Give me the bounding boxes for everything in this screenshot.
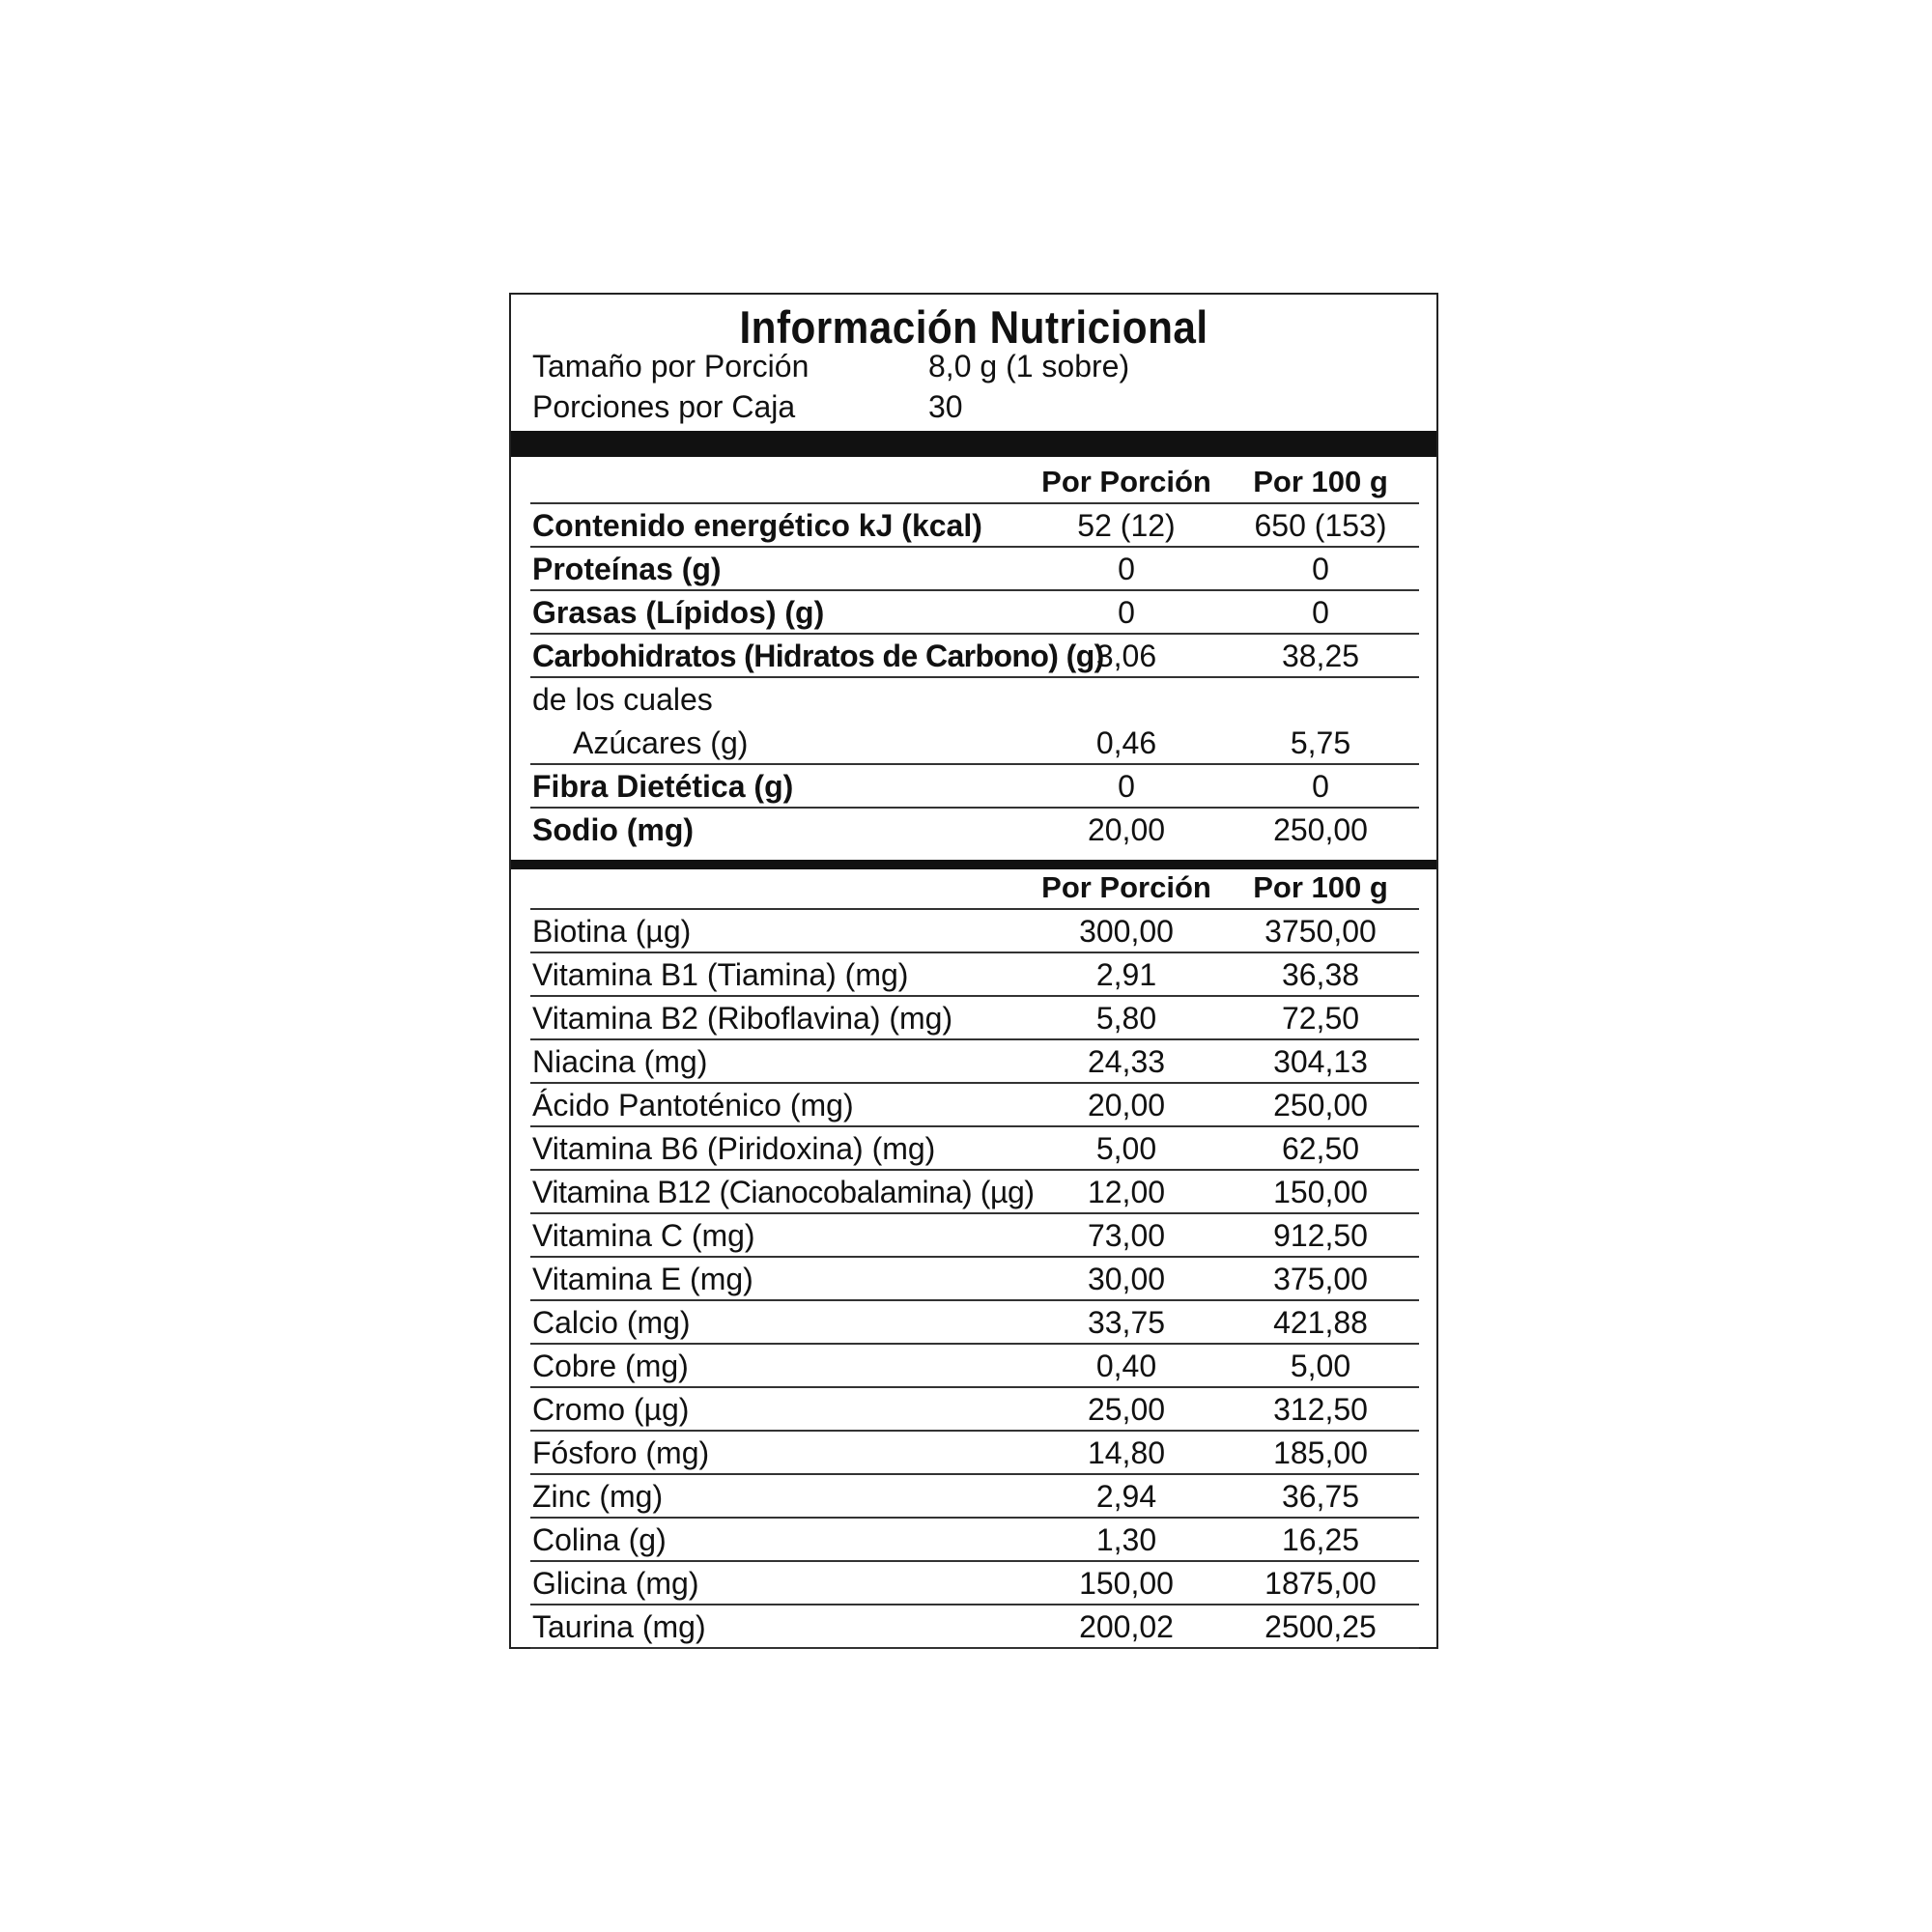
servings-per-box-label: Porciones por Caja xyxy=(532,389,796,424)
nutrient-name: Contenido energético kJ (kcal) xyxy=(532,508,982,543)
per-100g-value: 0 xyxy=(1312,552,1329,586)
nutrient-name: Grasas (Lípidos) (g) xyxy=(532,595,825,630)
table-row xyxy=(530,635,1419,678)
table-row xyxy=(530,1084,1419,1127)
nutrient-name: Vitamina B2 (Riboflavina) (mg) xyxy=(532,1001,953,1036)
per-serving-value: 25,00 xyxy=(1087,1392,1166,1427)
per-serving-value: 12,00 xyxy=(1087,1175,1166,1209)
nutrient-name: Carbohidratos (Hidratos de Carbono) (g) xyxy=(532,639,1104,673)
per-100g-value: 312,50 xyxy=(1273,1392,1368,1427)
per-100g-value: 185,00 xyxy=(1273,1435,1368,1470)
table-row xyxy=(530,1127,1419,1171)
per-100g-value: 304,13 xyxy=(1273,1044,1368,1079)
table-row xyxy=(530,809,1419,852)
nutrient-name: Niacina (mg) xyxy=(532,1044,708,1079)
table-row xyxy=(530,953,1419,997)
per-100g-value: 0 xyxy=(1312,769,1329,804)
per-serving-value: 2,91 xyxy=(1095,957,1157,992)
per-serving-value: 5,00 xyxy=(1095,1131,1157,1166)
nutrient-group-label: de los cuales xyxy=(532,682,713,717)
per-100g-value: 375,00 xyxy=(1273,1262,1368,1296)
per-100g-value: 36,38 xyxy=(1281,957,1360,992)
per-100g-value: 36,75 xyxy=(1281,1479,1360,1514)
per-serving-value: 0,40 xyxy=(1095,1349,1157,1383)
per-serving-value: 300,00 xyxy=(1079,914,1174,949)
table-row xyxy=(530,1562,1419,1605)
per-100g-value: 2500,25 xyxy=(1264,1609,1377,1644)
per-serving-value: 24,33 xyxy=(1087,1044,1166,1079)
nutrient-name: Sodio (mg) xyxy=(532,812,695,847)
label-title: Información Nutricional xyxy=(739,301,1208,353)
table-row xyxy=(530,910,1419,953)
nutrient-name: Biotina (µg) xyxy=(532,914,692,949)
table-row xyxy=(530,591,1419,635)
per-100g-value: 912,50 xyxy=(1273,1218,1368,1253)
per-100g-value: 421,88 xyxy=(1273,1305,1368,1340)
per-serving-value: 0 xyxy=(1118,595,1135,630)
per-serving-value: 1,30 xyxy=(1095,1522,1157,1557)
nutrient-name: Zinc (mg) xyxy=(532,1479,664,1514)
per-serving-value: 14,80 xyxy=(1087,1435,1166,1470)
table-row xyxy=(530,1432,1419,1475)
header-per-100g: Por 100 g xyxy=(1253,465,1388,498)
table-row xyxy=(530,1345,1419,1388)
nutrient-name: Fósforo (mg) xyxy=(532,1435,710,1470)
per-100g-value: 16,25 xyxy=(1281,1522,1360,1557)
per-100g-value: 150,00 xyxy=(1273,1175,1368,1209)
per-100g-value: 38,25 xyxy=(1281,639,1360,673)
table-row xyxy=(530,548,1419,591)
nutrient-name: Fibra Dietética (g) xyxy=(532,769,794,804)
per-100g-value: 650 (153) xyxy=(1254,508,1387,543)
per-serving-value: 20,00 xyxy=(1087,812,1166,847)
nutrient-name: Cromo (µg) xyxy=(532,1392,690,1427)
header-per-serving: Por Porción xyxy=(1041,465,1211,498)
per-serving-value: 73,00 xyxy=(1087,1218,1166,1253)
serving-size-label: Tamaño por Porción xyxy=(532,349,810,384)
per-serving-value: 30,00 xyxy=(1087,1262,1166,1296)
macro-header-row xyxy=(530,461,1419,504)
nutrient-name: Calcio (mg) xyxy=(532,1305,691,1340)
nutrient-name: Vitamina B6 (Piridoxina) (mg) xyxy=(532,1131,936,1166)
per-100g-value: 0 xyxy=(1312,595,1329,630)
nutrient-name: Glicina (mg) xyxy=(532,1566,699,1601)
nutrient-name: Azúcares (g) xyxy=(573,725,749,760)
per-100g-value: 250,00 xyxy=(1273,1088,1368,1122)
table-row xyxy=(530,1475,1419,1519)
nutrient-name: Vitamina B1 (Tiamina) (mg) xyxy=(532,957,909,992)
per-100g-value: 250,00 xyxy=(1273,812,1368,847)
per-serving-value: 33,75 xyxy=(1087,1305,1166,1340)
table-row xyxy=(530,765,1419,809)
per-serving-value: 2,94 xyxy=(1095,1479,1157,1514)
table-row xyxy=(530,1388,1419,1432)
table-row xyxy=(530,1040,1419,1084)
per-serving-value: 150,00 xyxy=(1079,1566,1174,1601)
per-100g-value: 72,50 xyxy=(1281,1001,1360,1036)
per-serving-value: 0,46 xyxy=(1095,725,1157,760)
per-serving-value: 0 xyxy=(1118,769,1135,804)
table-row xyxy=(530,1214,1419,1258)
vitamins-section xyxy=(530,867,1419,1649)
nutrient-name: Ácido Pantoténico (mg) xyxy=(532,1088,854,1122)
nutrient-name: Proteínas (g) xyxy=(532,552,722,586)
header-per-serving: Por Porción xyxy=(1041,870,1211,904)
per-100g-value: 3750,00 xyxy=(1264,914,1377,949)
per-serving-value: 0 xyxy=(1118,552,1135,586)
nutrient-name: Vitamina B12 (Cianocobalamina) (µg) xyxy=(532,1175,1035,1209)
per-serving-value: 3,06 xyxy=(1095,639,1157,673)
per-serving-value: 200,02 xyxy=(1079,1609,1174,1644)
table-row xyxy=(530,1301,1419,1345)
nutrition-label xyxy=(509,293,1438,1649)
table-row xyxy=(530,997,1419,1040)
per-serving-value: 52 (12) xyxy=(1077,508,1176,543)
table-row xyxy=(530,504,1419,548)
table-row xyxy=(530,1258,1419,1301)
serving-size-value: 8,0 g (1 sobre) xyxy=(928,349,1130,384)
nutrient-name: Cobre (mg) xyxy=(532,1349,689,1383)
nutrient-name: Vitamina E (mg) xyxy=(532,1262,753,1296)
nutrient-name: Colina (g) xyxy=(532,1522,667,1557)
per-serving-value: 20,00 xyxy=(1087,1088,1166,1122)
nutrient-name: Vitamina C (mg) xyxy=(532,1218,755,1253)
servings-per-box-value: 30 xyxy=(928,389,963,424)
per-100g-value: 5,00 xyxy=(1290,1349,1351,1383)
header-per-100g: Por 100 g xyxy=(1253,870,1388,904)
table-row xyxy=(530,1605,1419,1649)
nutrient-name: Taurina (mg) xyxy=(532,1609,706,1644)
per-100g-value: 5,75 xyxy=(1290,725,1351,760)
macro-section xyxy=(530,461,1419,852)
per-100g-value: 62,50 xyxy=(1281,1131,1360,1166)
table-row xyxy=(530,1519,1419,1562)
table-row xyxy=(530,1171,1419,1214)
per-100g-value: 1875,00 xyxy=(1264,1566,1377,1601)
table-row xyxy=(530,678,1419,765)
vitamins-header-row xyxy=(530,867,1419,910)
thick-divider-bar xyxy=(511,431,1436,457)
per-serving-value: 5,80 xyxy=(1095,1001,1157,1036)
